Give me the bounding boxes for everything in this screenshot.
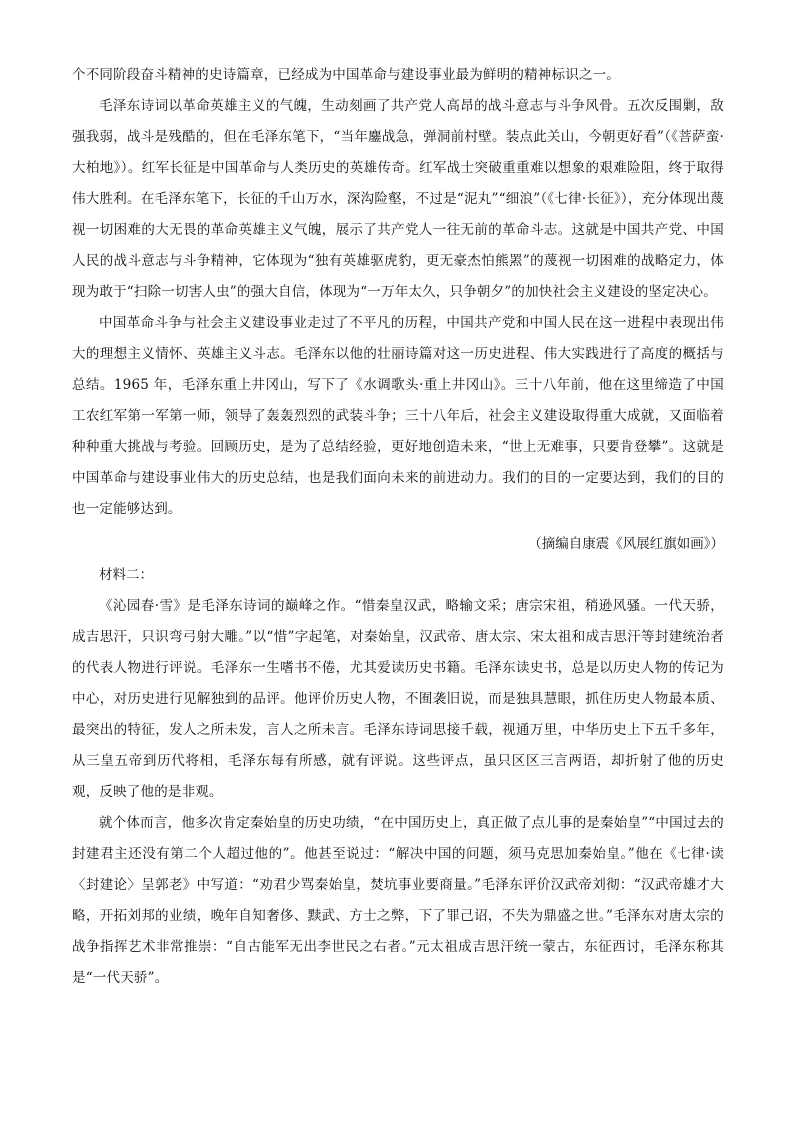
paragraph-3: 中国革命斗争与社会主义建设事业走过了不平凡的历程，中国共产党和中国人民在这一进程中表现出伟大的理想主义情怀、英雄主义斗志。毛泽东以他的壮丽诗篇对这一历史进程、伟大实践进行了高度的概括与总结。1965 年，毛泽东重上井冈山，写下了《水调歌头·重上井冈山》。三十八年前，他在这里缔造了中国工农红军第一军第一师，领导了轰轰烈烈的武装斗争；三十八年后，社会主义建设取得重大成就，又面临着种种重大挑战与考验。回顾历史，是为了总结经验，更好地创造未来，“世上无难事，只要肯登攀”。这就是中国革命与建设事业伟大的历史总结，也是我们面向未来的前进动力。我们的目的一定要达到，我们的目的也一定能够达到。	[72, 315, 724, 517]
paragraph-2: 毛泽东诗词以革命英雄主义的气魄，生动刻画了共产党人高昂的战斗意志与斗争风骨。五次反围剿，敌强我弱，战斗是残酷的，但在毛泽东笔下，“当年鏖战急，弹洞前村壁。装点此关山，今朝更好看”（《菩萨蛮·大柏地》）。红军长征是中国革命与人类历史的英雄传奇。红军战士突破重重难以想象的艰难险阻，终于取得伟大胜利。在毛泽东笔下，长征的千山万水，深沟险壑，不过是“泥丸”“细浪”（《七律·长征》），充分体现出蔑视一切困难的大无畏的革命英雄主义气魄，展示了共产党人一往无前的革命斗志。这就是中国共产党、中国人民的战斗意志与斗争精神，它体现为“独有英雄驱虎豹，更无豪杰怕熊罴”的蔑视一切困难的战略定力，体现为敢于“扫除一切害人虫”的强大自信，体现为“一万年太久，只争朝夕”的加快社会主义建设的坚定决心。	[72, 98, 724, 300]
paragraph-1: 个不同阶段奋斗精神的史诗篇章，已经成为中国革命与建设事业最为鲜明的精神标识之一。	[72, 67, 620, 83]
paragraph-4: 《沁园春·雪》是毛泽东诗词的巅峰之作。“惜秦皇汉武，略输文采；唐宗宋祖，稍逊风骚。一代天骄，成吉思汗，只识弯弓射大雕。”以“惜”字起笔，对秦始皇，汉武帝、唐太宗、宋太祖和成吉思汗等封建统治者的代表人物进行评说。毛泽东一生嗜书不倦，尤其爱读历史书籍。毛泽东读史书，总是以历史人物的传记为中心，对历史进行见解独到的品评。他评价历史人物，不囿袭旧说，而是独具慧眼，抓住历史人物最本质、最突出的特征，发人之所未发，言人之所未言。毛泽东诗词思接千载，视通万里，中华历史上下五千多年，从三皇五帝到历代将相，毛泽东每有所感，就有评说。这些评点，虽只区区三言两语，却折射了他的历史观，反映了他的是非观。	[72, 598, 724, 800]
paragraph-5: 就个体而言，他多次肯定秦始皇的历史功绩，“在中国历史上，真正做了点儿事的是秦始皇”“中国过去的封建君主还没有第二个人超过他的”。他甚至说过：“解决中国的问题，须马克思加秦始皇。”他在《七律·读〈封建论〉呈郭老》中写道：“劝君少骂秦始皇，焚坑事业要商量。”毛泽东评价汉武帝刘彻：“汉武帝雄才大略，开拓刘邦的业绩，晚年自知奢侈、黩武、方士之弊，下了罪己诏，不失为鼎盛之世。”毛泽东对唐太宗的战争指挥艺术非常推崇：“自古能军无出李世民之右者。”元太祖成吉思汗统一蒙古，东征西讨，毛泽东称其是“一代天骄”。	[72, 815, 724, 986]
material-heading: 材料二：	[99, 567, 153, 583]
source-note: （摘编自康震《风展红旗如画》）	[528, 536, 724, 552]
document-page	[72, 60, 724, 994]
